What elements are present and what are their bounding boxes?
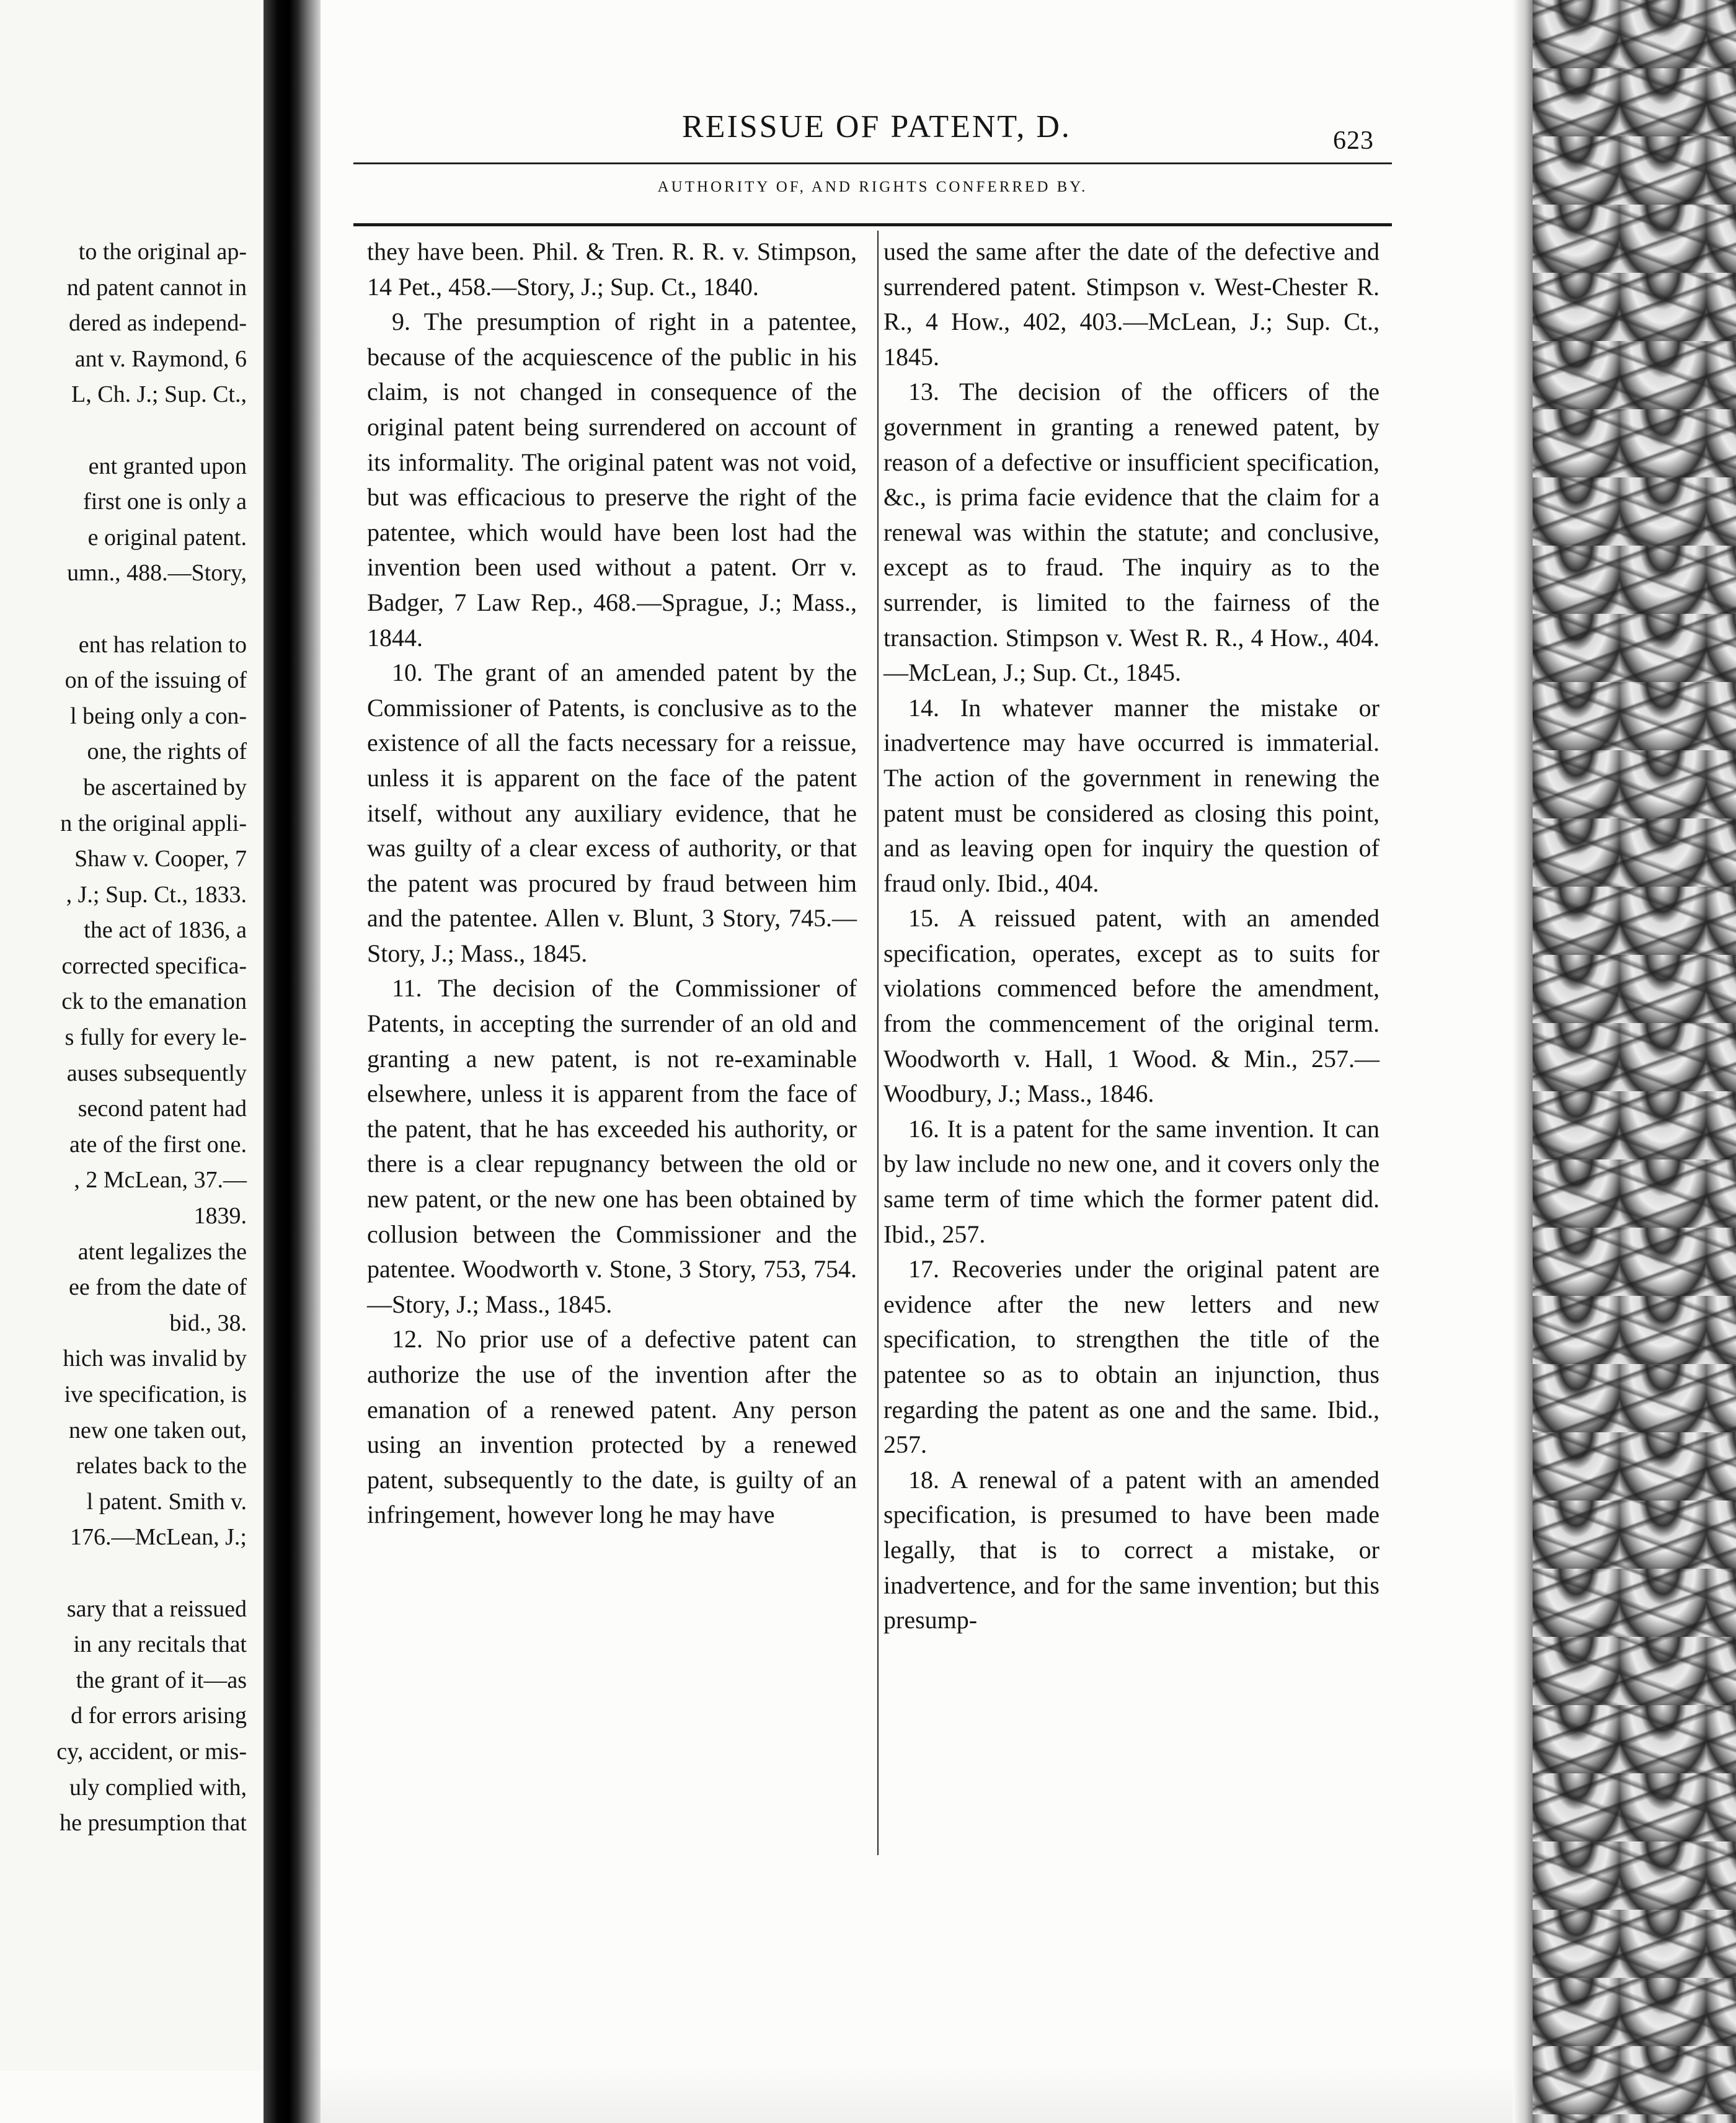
- previous-page-line: be ascertained by: [83, 774, 247, 800]
- paragraph-8-continued: they have been. Phil. & Tren. R. R. v. Stimpson, 14 Pet., 458.—Story, J.; Sup. Ct., 1840.: [367, 237, 857, 301]
- previous-page-line: [0, 1556, 247, 1592]
- paragraph-11: 11. The decision of the Commissioner of Patents, in accepting the surrender of an old and granting a new patent, is not re-examinable elsewhere, unless it is apparent from the face of the patent, that he has exceeded his authority, or there is a clear repugnancy between the old or new patent, or the new one has been obtained by collusion between the Commissioner and the patentee. Woodworth v. Stone, 3 Story, 753, 754.—Story, J.; Mass., 1845.: [367, 974, 857, 1318]
- previous-page-line: Shaw v. Cooper, 7: [74, 846, 247, 872]
- marbled-fore-edge: [1533, 0, 1736, 2123]
- previous-page-line: corrected specifica-: [61, 952, 247, 979]
- previous-page-line: l patent. Smith v.: [86, 1488, 247, 1515]
- page-number: 623: [1333, 126, 1374, 155]
- previous-page-line: relates back to the: [76, 1453, 247, 1479]
- paragraph-14: 14. In whatever manner the mistake or inadvertence may have occurred is immaterial. The action of the government in renewing the patent must be considered as closing this point, and as leaving open for inquiry the question of fraud only. Ibid., 404.: [884, 693, 1380, 897]
- previous-page-text: [0, 234, 247, 1842]
- running-subhead: AUTHORITY OF, AND RIGHTS CONFERRED BY.: [657, 179, 1088, 195]
- page-bottom-edge: [321, 2065, 1533, 2123]
- previous-page-line: second patent had: [78, 1096, 247, 1122]
- paragraph-12: 12. No prior use of a defective patent can authorize the use of the invention after the emanation of a renewed patent. Any person using an invention protected by a renewed patent, subsequently to the date, is guilty of an infringement, however long he may have: [367, 1325, 857, 1529]
- paragraph-12-continued: used the same after the date of the defective and surrendered patent. Stimpson v. West-Chester R. R., 4 How., 402, 403.—McLean, J.; Sup. Ct., 1845.: [884, 237, 1380, 371]
- paragraph-9: 9. The presumption of right in a patentee, because of the acquiescence of the public in his claim, is not changed in consequence of the original patent being surrendered on account of its informality. The original patent was not void, but was efficacious to preserve the right of the patentee, which would have been lost had the invention been used without a patent. Orr v. Badger, 7 Law Rep., 468.—Sprague, J.; Mass., 1844.: [367, 308, 857, 652]
- previous-page-line: 176.—McLean, J.;: [70, 1524, 247, 1551]
- previous-page-line: auses subsequently: [66, 1060, 247, 1086]
- previous-page-line: one, the rights of: [87, 738, 247, 765]
- paragraph-16: 16. It is a patent for the same invention. It can by law include no new one, and it covers only the same term of time which the former patent did. Ibid., 257.: [884, 1114, 1380, 1248]
- previous-page-line: n the original appli-: [60, 810, 247, 836]
- previous-page-line: ck to the emanation: [61, 988, 247, 1015]
- previous-page-line: on of the issuing of: [64, 667, 247, 694]
- previous-page-line: ive specification, is: [64, 1381, 247, 1407]
- paragraph-10: 10. The grant of an amended patent by the Commissioner of Patents, is conclusive as to the existence of all the facts necessary for a reissue, unless it is apparent on the face of the patent itself, without any auxiliary evidence, that he was guilty of a clear excess of authority, or that the patent was procured by fraud between him and the patentee. Allen v. Blunt, 3 Story, 745.—Story, J.; Mass., 1845.: [367, 658, 857, 967]
- previous-page-line: first one is only a: [83, 489, 247, 515]
- previous-page-line: umn., 488.—Story,: [67, 560, 247, 587]
- previous-page-line: ee from the date of: [69, 1274, 247, 1301]
- header-rule-bottom: [353, 223, 1392, 226]
- previous-page-line: ent granted upon: [88, 453, 247, 479]
- previous-page-line: uly complied with,: [69, 1774, 247, 1801]
- previous-page-line: [0, 592, 247, 627]
- previous-page-line: , J.; Sup. Ct., 1833.: [66, 881, 247, 908]
- previous-page-line: to the original ap-: [78, 239, 247, 265]
- previous-page-line: ant v. Raymond, 6: [74, 345, 247, 372]
- book-gutter: [264, 0, 321, 2123]
- previous-page-line: the act of 1836, a: [84, 917, 247, 944]
- previous-page-line: , 2 McLean, 37.—: [74, 1167, 247, 1194]
- running-head-title: REISSUE OF PATENT, D.: [682, 109, 1071, 144]
- previous-page-line: L, Ch. J.; Sup. Ct.,: [71, 381, 247, 408]
- previous-page-line: he presumption that: [60, 1810, 247, 1837]
- paragraph-17: 17. Recoveries under the original patent are evidence after the new letters and new specification, to strengthen the title of the patentee so as to obtain an injunction, thus regarding the patent as one and the same. Ibid., 257.: [884, 1255, 1380, 1459]
- previous-page-fragment: [0, 0, 260, 2071]
- previous-page-line: hich was invalid by: [63, 1345, 247, 1372]
- previous-page-line: ent has relation to: [78, 631, 247, 658]
- paragraph-13: 13. The decision of the officers of the government in granting a renewed patent, by reason of a defective or insufficient specification, &c., is prima facie evidence that the claim for a renewal was within the statute; and conclusive, except as to fraud. The inquiry as to the surrender, is limited to the fairness of the transaction. Stimpson v. West R. R., 4 How., 404.—McLean, J.; Sup. Ct., 1845.: [884, 378, 1380, 687]
- paragraph-18: 18. A renewal of a patent with an amended specification, is presumed to have been made legally, that is to correct a mistake, or inadvertence, and for the same invention; but this presump-: [884, 1465, 1380, 1634]
- running-head: [353, 109, 1135, 146]
- previous-page-line: 1839.: [193, 1203, 247, 1230]
- previous-page-line: [0, 413, 247, 449]
- previous-page-line: s fully for every le-: [64, 1024, 247, 1051]
- previous-page-line: d for errors arising: [71, 1703, 247, 1729]
- previous-page-line: the grant of it—as: [76, 1667, 247, 1693]
- header-rule-top: [353, 162, 1392, 164]
- previous-page-line: nd patent cannot in: [66, 274, 247, 301]
- previous-page-line: e original patent.: [87, 524, 247, 551]
- paragraph-15: 15. A reissued patent, with an amended specification, operates, except as to suits for violations commenced before the amendment, from the commencement of the original term. Woodworth v. Hall, 1 Wood. & Min., 257.—Woodbury, J.; Mass., 1846.: [884, 904, 1380, 1108]
- previous-page-line: sary that a reissued: [66, 1595, 247, 1622]
- previous-page-line: in any recitals that: [73, 1631, 247, 1658]
- column-divider: [877, 231, 879, 1855]
- previous-page-line: cy, accident, or mis-: [56, 1738, 247, 1765]
- previous-page-line: ate of the first one.: [69, 1131, 247, 1158]
- previous-page-line: atent legalizes the: [78, 1238, 247, 1265]
- previous-page-line: bid., 38.: [169, 1310, 247, 1336]
- right-column: [884, 234, 1380, 1638]
- previous-page-line: new one taken out,: [68, 1417, 247, 1443]
- left-column: [367, 234, 857, 1533]
- previous-page-line: dered as independ-: [69, 310, 247, 337]
- previous-page-line: l being only a con-: [70, 702, 247, 729]
